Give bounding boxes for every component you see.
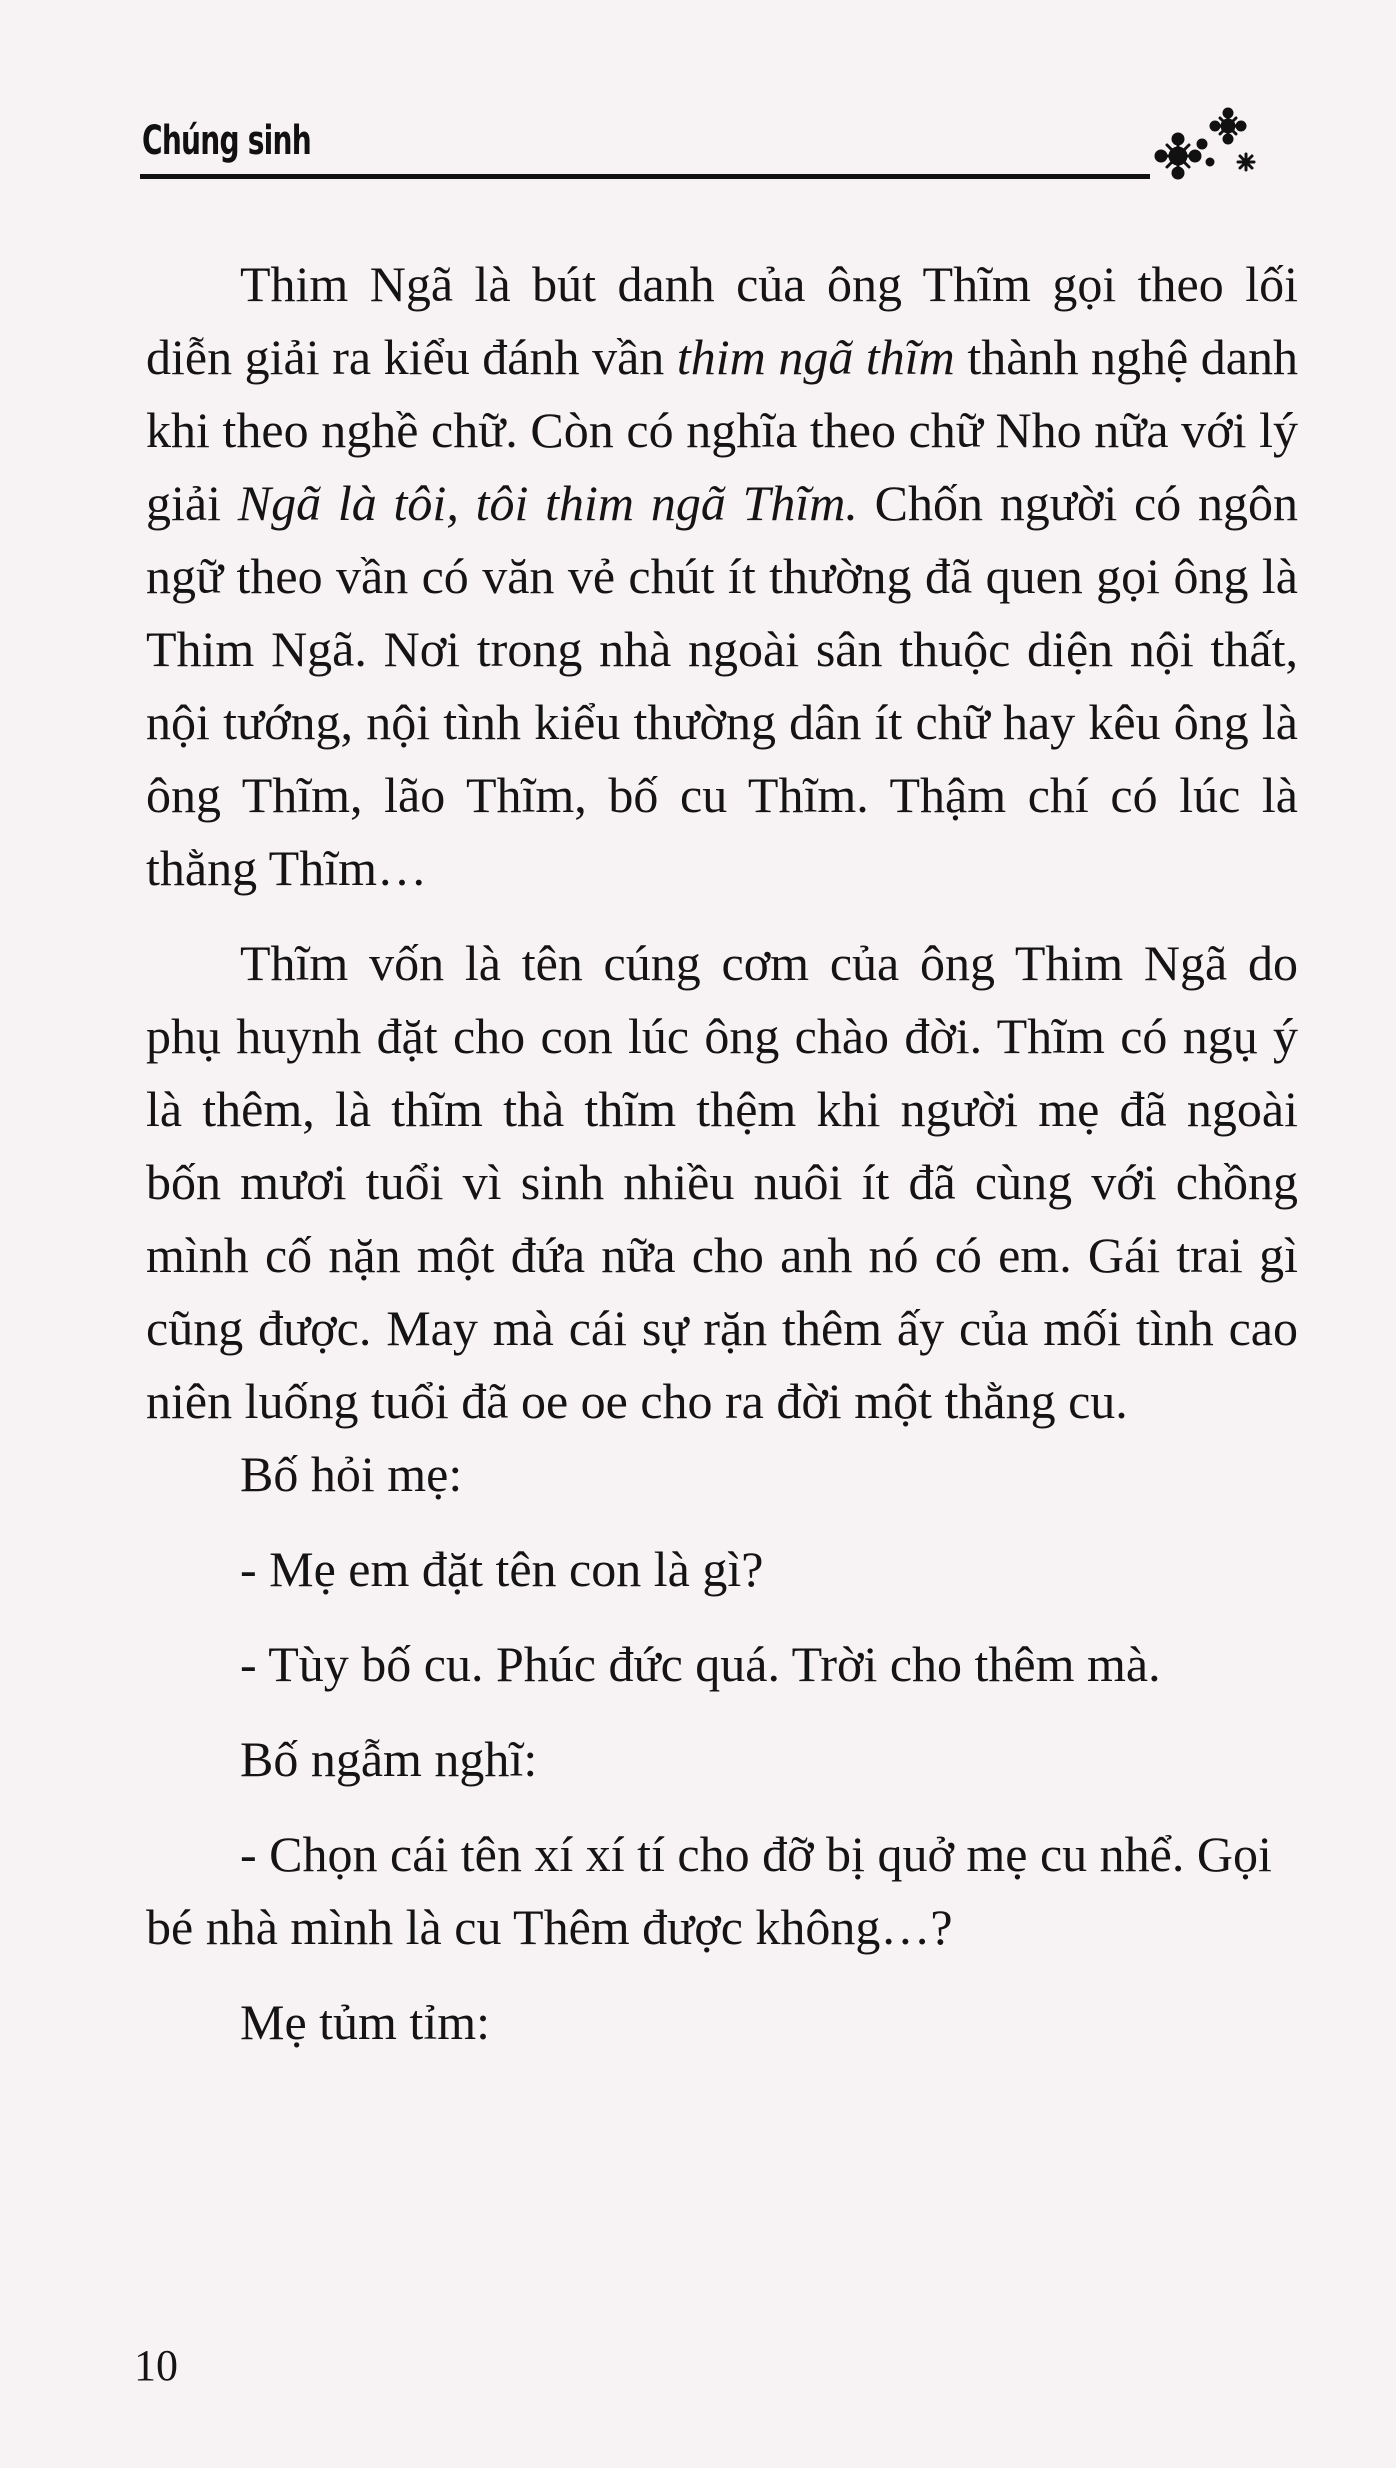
italic-text-run: thim ngã thĩm xyxy=(676,329,955,385)
paragraph-2: Thĩm vốn là tên cúng cơm của ông Thim Ngã do phụ huynh đặt cho con lúc ông chào đời. Thĩm có ngụ ý là thêm, là thĩm thà thĩm thệm khi người mẹ đã ngoài bốn mươi tuổi vì sinh nhiều nuôi ít đã cùng với chồng mình cố nặn một đứa nữa cho anh nó có em. Gái trai gì cũng được. May mà cái sự rặn thêm ấy của mối tình cao niên luống tuổi đã oe oe cho ra đời một thằng cu. xyxy=(146,935,1298,1429)
asterisk-cluster-ornament-icon xyxy=(1150,104,1270,194)
running-header xyxy=(140,110,1270,190)
page-number: 10 xyxy=(134,2341,178,2390)
text-run: Thim Ngã là bút danh của ông Thĩm gọi theo lối diễn giải ra kiểu đánh vần xyxy=(146,256,1298,385)
dialogue-line-4: Bố ngẫm nghĩ: xyxy=(240,1731,538,1787)
running-title: Chúng sinh xyxy=(142,118,311,164)
paragraph-1 xyxy=(146,248,1298,905)
italic-text-run: Ngã là tôi, tôi thim ngã Thĩm. xyxy=(237,475,858,531)
dialogue-line-1: Bố hỏi mẹ: xyxy=(240,1446,463,1502)
dialogue-line-2: - Mẹ em đặt tên con là gì? xyxy=(240,1541,764,1597)
body-text xyxy=(146,248,1298,2059)
text-run: thành nghệ danh khi theo nghề chữ. Còn có nghĩa theo chữ Nho nữa với lý giải xyxy=(146,329,1298,531)
header-rule xyxy=(140,174,1150,179)
dialogue-line-3: - Tùy bố cu. Phúc đức quá. Trời cho thêm mà. xyxy=(240,1636,1161,1692)
text-run: Chốn người có ngôn ngữ theo vần có văn vẻ chút ít thường đã quen gọi ông là Thim Ngã. Nơi trong nhà ngoài sân thuộc diện nội thất, nội tướng, nội tình kiểu thường dân ít chữ hay kêu ông là ông Thĩm, lão Thĩm, bố cu Thĩm. Thậm chí có lúc là thằng Thĩm… xyxy=(146,475,1298,896)
dialogue-line-6: Mẹ tủm tỉm: xyxy=(240,1994,490,2050)
dialogue-line-5: - Chọn cái tên xí xí tí cho đỡ bị quở mẹ cu nhể. Gọi bé nhà mình là cu Thêm được không…? xyxy=(146,1826,1272,1955)
